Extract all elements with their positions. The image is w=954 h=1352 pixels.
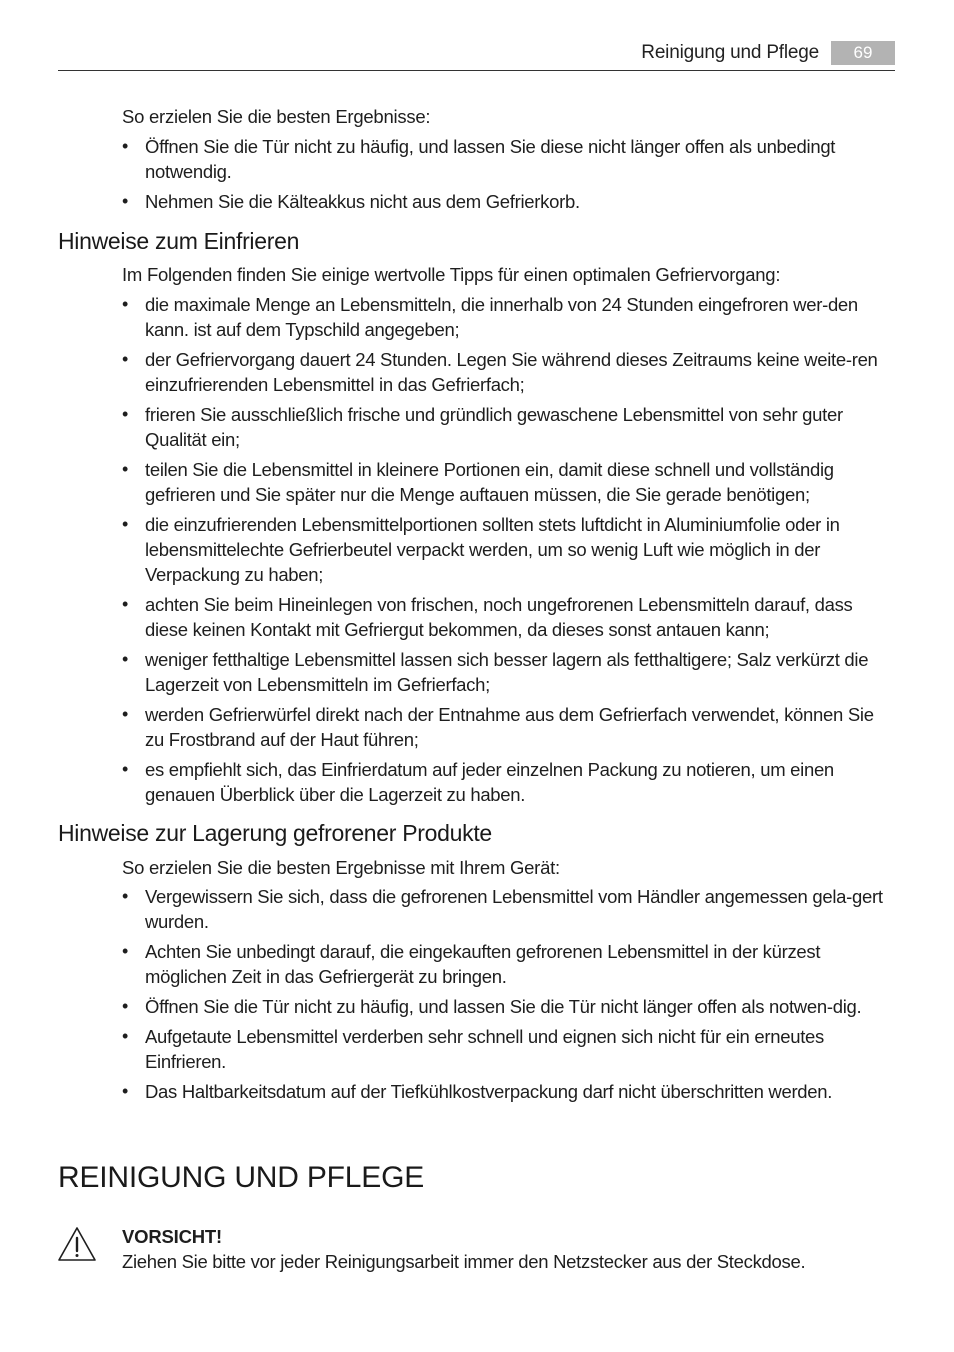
freezing-intro: Im Folgenden finden Sie einige wertvolle Tipps für einen optimalen Gefriervorgang: — [122, 264, 781, 285]
list-item: • Öffnen Sie die Tür nicht zu häufig, und lassen Sie diese nicht länger offen als unbedingt notwendig. — [122, 134, 897, 184]
page-header — [58, 40, 895, 71]
list-item: • teilen Sie die Lebensmittel in kleinere Portionen ein, damit diese schnell und vollständig gefrieren und Sie später nur die Menge auftauen müssen, die Sie gerade benötigen; — [122, 457, 897, 507]
list-item: • werden Gefrierwürfel direkt nach der Entnahme aus dem Gefrierfach verwendet, können Sie zu Frostbrand auf der Haut führen; — [122, 702, 897, 752]
warning-title: VORSICHT! — [122, 1226, 222, 1247]
list-item: • weniger fetthaltige Lebensmittel lassen sich besser lagern als fetthaltigere; Salz verkürzt die Lagerzeit von Lebensmitteln im Gefrierfach; — [122, 647, 897, 697]
freezing-heading: Hinweise zum Einfrieren — [58, 228, 300, 254]
top-list — [122, 134, 897, 214]
list-item: • Das Haltbarkeitsdatum auf der Tiefkühlkostverpackung darf nicht überschritten werden. — [122, 1079, 897, 1104]
warning-triangle-icon — [57, 1226, 97, 1262]
list-item: • Achten Sie unbedingt darauf, die eingekauften gefrorenen Lebensmittel in der kürzest möglichen Zeit in das Gefriergerät zu bringen. — [122, 939, 897, 989]
storage-intro: So erzielen Sie die besten Ergebnisse mit Ihrem Gerät: — [122, 857, 560, 878]
list-item: • es empfiehlt sich, das Einfrierdatum auf jeder einzelnen Packung zu notieren, um einen genauen Überblick über die Lagerzeit zu haben. — [122, 757, 897, 807]
header-title: Reinigung und Pflege — [641, 42, 819, 63]
storage-heading: Hinweise zur Lagerung gefrorener Produkte — [58, 820, 492, 846]
storage-list — [122, 884, 897, 1104]
list-item: • Öffnen Sie die Tür nicht zu häufig, und lassen Sie die Tür nicht länger offen als notwen-dig. — [122, 994, 897, 1019]
top-intro: So erzielen Sie die besten Ergebnisse: — [122, 106, 431, 127]
list-item: • Nehmen Sie die Kälteakkus nicht aus dem Gefrierkorb. — [122, 189, 897, 214]
warning-text: Ziehen Sie bitte vor jeder Reinigungsarbeit immer den Netzstecker aus der Steckdose. — [122, 1251, 806, 1272]
list-item: • Aufgetaute Lebensmittel verderben sehr schnell und eignen sich nicht für ein erneutes Einfrieren. — [122, 1024, 897, 1074]
list-item: • Vergewissern Sie sich, dass die gefrorenen Lebensmittel vom Händler angemessen gela-gert wurden. — [122, 884, 897, 934]
page-number: 69 — [831, 41, 895, 65]
list-item: • der Gefriervorgang dauert 24 Stunden. Legen Sie während dieses Zeitraums keine weite-ren einzufrierenden Lebensmittel in das Gefrierfach; — [122, 347, 897, 397]
list-item: • die einzufrierenden Lebensmittelportionen sollten stets luftdicht in Aluminiumfolie oder in lebensmittelechte Gefrierbeutel verpackt werden, um so wenig Luft wie möglich in der Verpackung zu haben; — [122, 512, 897, 587]
list-item: • achten Sie beim Hineinlegen von frischen, noch ungefrorenen Lebensmitteln darauf, dass diese keinen Kontakt mit Gefriergut bekommen, da dieses sonst antauen kann; — [122, 592, 897, 642]
list-item: • frieren Sie ausschließlich frische und gründlich gewaschene Lebensmittel von sehr guter Qualität ein; — [122, 402, 897, 452]
list-item: • die maximale Menge an Lebensmitteln, die innerhalb von 24 Stunden eingefroren wer-den kann. ist auf dem Typschild angegeben; — [122, 292, 897, 342]
cleaning-heading: REINIGUNG UND PFLEGE — [58, 1161, 425, 1194]
freezing-list — [122, 292, 897, 807]
